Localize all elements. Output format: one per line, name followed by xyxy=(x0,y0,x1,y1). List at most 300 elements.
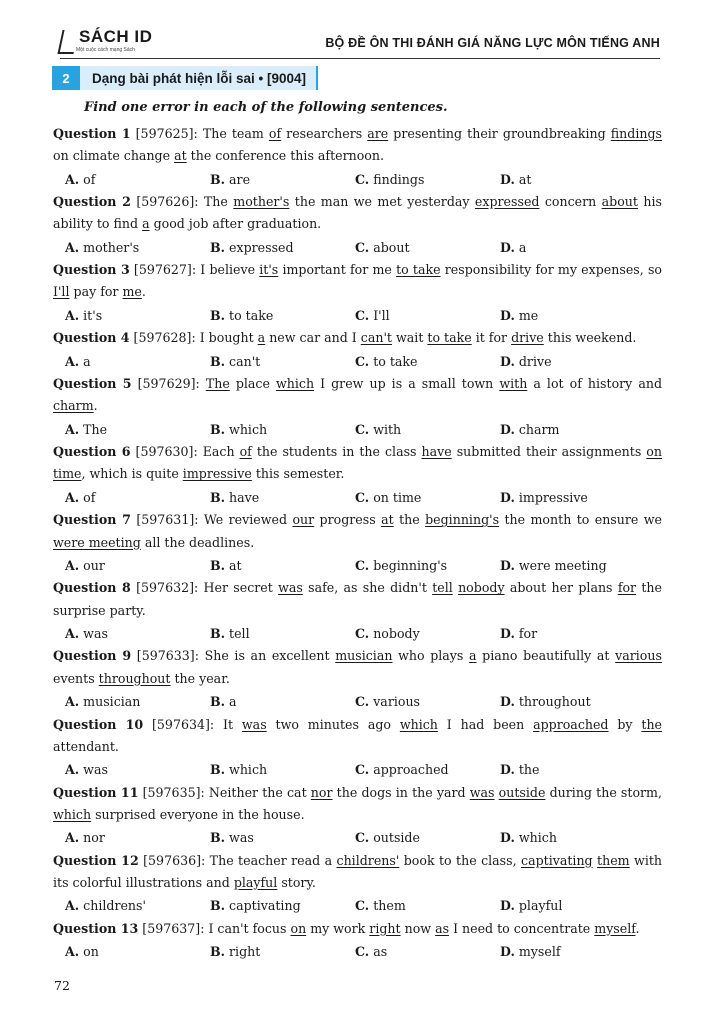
question-label: Question 13 xyxy=(53,920,139,936)
answer-option xyxy=(355,940,500,964)
answer-option xyxy=(500,690,645,714)
sentence-segment: the surprise party. xyxy=(53,580,662,618)
sentence-segment: . xyxy=(141,284,146,300)
option-text: right xyxy=(225,944,261,960)
option-text: a xyxy=(225,694,237,710)
underlined-segment: to take xyxy=(396,262,441,278)
option-text: on time xyxy=(369,489,422,505)
option-text: me xyxy=(514,307,539,323)
underlined-segment: impressive xyxy=(182,466,252,482)
sentence-segment: I grew up is a small town xyxy=(314,376,500,392)
answer-option xyxy=(355,690,500,714)
underlined-segment: at xyxy=(174,148,187,164)
sentence-segment: I had been xyxy=(437,716,534,732)
option-letter: B. xyxy=(210,944,226,960)
sentence-segment: progress xyxy=(314,512,382,528)
option-letter: A. xyxy=(65,625,80,641)
sentence-segment: it for xyxy=(471,330,512,346)
option-letter: C. xyxy=(355,421,370,437)
underlined-segment: approached xyxy=(533,716,609,732)
option-letter: D. xyxy=(500,830,515,846)
option-letter: A. xyxy=(65,557,80,573)
question-text xyxy=(53,714,662,759)
underlined-segment: me xyxy=(122,284,142,300)
question-text xyxy=(53,123,662,168)
answer-option xyxy=(65,940,210,964)
answer-option xyxy=(355,236,500,260)
sentence-segment: two minutes ago xyxy=(266,716,400,732)
sentence-segment: surprised everyone in the house. xyxy=(91,806,305,822)
answer-option xyxy=(500,418,645,442)
answer-options xyxy=(53,622,662,646)
header-divider xyxy=(60,58,660,59)
question-text xyxy=(53,509,662,554)
question-label: Question 7 xyxy=(53,512,131,528)
underlined-segment: at xyxy=(381,512,394,528)
option-letter: C. xyxy=(355,239,370,255)
option-text: as xyxy=(369,944,388,960)
option-text: with xyxy=(369,421,402,437)
answer-option xyxy=(355,622,500,646)
option-letter: A. xyxy=(65,694,80,710)
option-text: are xyxy=(225,171,251,187)
sentence-segment: concern xyxy=(539,194,602,210)
header-title: BỘ ĐỀ ÔN THI ĐÁNH GIÁ NĂNG LỰC MÔN TIẾNG ANH xyxy=(325,36,660,50)
answer-option xyxy=(65,894,210,918)
option-letter: C. xyxy=(355,898,370,914)
underlined-segment: charm xyxy=(53,398,94,414)
option-letter: A. xyxy=(65,944,80,960)
underlined-segment: it's xyxy=(259,262,279,278)
sentence-segment: by xyxy=(608,716,642,732)
sentence-segment: this weekend. xyxy=(543,330,637,346)
sentence-segment: . xyxy=(93,398,98,414)
answer-option xyxy=(500,826,645,850)
option-letter: C. xyxy=(355,625,370,641)
sentence-segment: [597637]: I can't focus xyxy=(138,920,291,936)
question-label: Question 2 xyxy=(53,194,131,210)
option-text: various xyxy=(369,694,421,710)
underlined-segment: drive xyxy=(511,330,544,346)
option-text: tell xyxy=(225,625,250,641)
sentence-segment: the conference this afternoon. xyxy=(186,148,384,164)
answer-option xyxy=(355,894,500,918)
underlined-segment: was xyxy=(241,716,267,732)
sentence-segment: [597636]: The teacher read a xyxy=(138,852,337,868)
question-text xyxy=(53,645,662,690)
option-letter: C. xyxy=(355,171,370,187)
underlined-segment: various xyxy=(615,648,662,664)
answer-option xyxy=(65,236,210,260)
sentence-segment: important for me xyxy=(278,262,397,278)
underlined-segment: can't xyxy=(360,330,392,346)
sentence-segment: the year. xyxy=(170,670,230,686)
option-letter: C. xyxy=(355,307,370,323)
option-letter: A. xyxy=(65,830,80,846)
underlined-segment: have xyxy=(421,444,452,460)
option-text: about xyxy=(369,239,410,255)
option-letter: A. xyxy=(65,239,80,255)
answer-option xyxy=(65,350,210,374)
sentence-segment: researchers xyxy=(281,126,368,141)
option-text: childrens' xyxy=(79,898,146,914)
underlined-segment: on xyxy=(290,920,307,936)
answer-option xyxy=(210,622,355,646)
sentence-segment: [597627]: I believe xyxy=(129,262,260,278)
answer-option xyxy=(65,826,210,850)
option-letter: D. xyxy=(500,353,515,369)
underlined-segment: mother's xyxy=(233,194,290,210)
question-text xyxy=(53,373,662,418)
sentence-segment: . xyxy=(635,920,640,936)
logo-text: SÁCH ID xyxy=(79,27,153,46)
option-letter: D. xyxy=(500,694,515,710)
answer-option xyxy=(65,168,210,192)
sentence-segment: responsibility for my expenses, so xyxy=(440,262,662,278)
answer-option xyxy=(210,236,355,260)
answer-options xyxy=(53,418,662,442)
underlined-segment: which xyxy=(399,716,438,732)
sentence-segment: my work xyxy=(306,920,370,936)
answer-options xyxy=(53,894,662,918)
sentence-segment: [597633]: She is an excellent xyxy=(131,648,336,664)
option-letter: C. xyxy=(355,694,370,710)
underlined-segment: was xyxy=(278,580,303,596)
option-text: outside xyxy=(369,830,420,846)
underlined-segment: was xyxy=(469,784,495,800)
option-letter: B. xyxy=(210,762,226,778)
answer-option xyxy=(355,418,500,442)
option-text: which xyxy=(225,421,268,437)
logo-tagline: Một cuộc cách mạng Sách xyxy=(76,47,135,53)
option-text: approached xyxy=(369,762,449,778)
answer-options xyxy=(53,486,662,510)
question-label: Question 12 xyxy=(53,852,139,868)
option-letter: C. xyxy=(355,762,370,778)
option-letter: D. xyxy=(500,307,515,323)
option-letter: B. xyxy=(210,625,226,641)
option-letter: B. xyxy=(210,830,226,846)
option-text: findings xyxy=(369,171,425,187)
sentence-segment: the man we met yesterday xyxy=(289,194,475,210)
sentence-segment: new car and I xyxy=(265,330,361,346)
question-text xyxy=(53,782,662,827)
sentence-segment: during the storm, xyxy=(545,784,663,800)
underlined-segment: captivating xyxy=(521,852,593,868)
answer-option xyxy=(210,554,355,578)
underlined-segment: musician xyxy=(335,648,393,664)
answer-option xyxy=(355,350,500,374)
answer-option xyxy=(500,554,645,578)
underlined-segment: a xyxy=(142,216,150,232)
underlined-segment: beginning's xyxy=(425,512,500,528)
answer-option xyxy=(500,940,645,964)
answer-options xyxy=(53,236,662,260)
option-text: which xyxy=(225,762,268,778)
option-letter: D. xyxy=(500,489,515,505)
sentence-segment: pay for xyxy=(69,284,123,300)
instruction: Find one error in each of the following sentences. xyxy=(84,100,448,115)
sentence-segment: [597626]: The xyxy=(130,194,234,210)
answer-options xyxy=(53,826,662,850)
underlined-segment: on time xyxy=(53,444,662,482)
answer-option xyxy=(500,236,645,260)
option-text: captivating xyxy=(225,898,301,914)
underlined-segment: of xyxy=(268,126,282,141)
answer-option xyxy=(65,690,210,714)
option-letter: A. xyxy=(65,171,80,187)
sentence-segment: story. xyxy=(277,875,316,891)
option-letter: C. xyxy=(355,489,370,505)
answer-option xyxy=(65,304,210,328)
underlined-segment: which xyxy=(275,376,315,392)
answer-option xyxy=(355,304,500,328)
option-text: for xyxy=(514,625,538,641)
option-letter: A. xyxy=(65,421,80,437)
sentence-segment: [597629]: xyxy=(131,376,206,392)
answer-option xyxy=(500,758,645,782)
sentence-segment: on climate change xyxy=(53,148,175,164)
sentence-segment: wait xyxy=(392,330,428,346)
underlined-segment: findings xyxy=(610,126,662,141)
option-letter: A. xyxy=(65,898,80,914)
question-text xyxy=(53,191,662,236)
option-letter: A. xyxy=(65,762,80,778)
option-letter: B. xyxy=(210,489,226,505)
option-letter: D. xyxy=(500,898,515,914)
option-letter: D. xyxy=(500,762,515,778)
answer-option xyxy=(210,940,355,964)
answer-options xyxy=(53,168,662,192)
option-text: of xyxy=(79,171,96,187)
underlined-segment: them xyxy=(597,852,630,868)
option-text: at xyxy=(514,171,532,187)
underlined-segment: nobody xyxy=(458,580,505,596)
option-letter: C. xyxy=(355,830,370,846)
option-letter: B. xyxy=(210,307,226,323)
page-number: 72 xyxy=(54,978,70,993)
option-letter: D. xyxy=(500,421,515,437)
sentence-segment: I need to concentrate xyxy=(449,920,595,936)
question-text xyxy=(53,327,662,349)
option-text: nor xyxy=(79,830,105,846)
answer-options xyxy=(53,304,662,328)
underlined-segment: throughout xyxy=(98,670,171,686)
sentence-segment: [597625]: The team xyxy=(130,126,269,141)
underlined-segment: The xyxy=(205,376,230,392)
sentence-segment: his ability to find xyxy=(53,194,662,232)
underlined-segment: childrens' xyxy=(336,852,400,868)
option-letter: B. xyxy=(210,898,226,914)
question-label: Question 5 xyxy=(53,376,132,392)
question-text xyxy=(53,441,662,486)
option-text: beginning's xyxy=(369,557,448,573)
option-text: a xyxy=(514,239,527,255)
sentence-segment: who plays xyxy=(392,648,470,664)
option-letter: C. xyxy=(355,944,370,960)
underlined-segment: are xyxy=(367,126,389,141)
sentence-segment: submitted their assignments xyxy=(451,444,647,460)
underlined-segment: which xyxy=(53,806,92,822)
sentence-segment: [597632]: Her secret xyxy=(130,580,279,596)
answer-option xyxy=(355,758,500,782)
sentence-segment: place xyxy=(229,376,276,392)
question-list xyxy=(53,123,662,964)
option-text: can't xyxy=(225,353,261,369)
answer-options xyxy=(53,758,662,782)
sentence-segment: [597635]: Neither the cat xyxy=(138,784,311,800)
answer-option xyxy=(65,418,210,442)
logo xyxy=(60,28,152,58)
option-text: throughout xyxy=(514,694,591,710)
answer-option xyxy=(500,168,645,192)
answer-option xyxy=(65,554,210,578)
answer-option xyxy=(210,690,355,714)
underlined-segment: nor xyxy=(310,784,333,800)
option-text: nobody xyxy=(369,625,420,641)
underlined-segment: the xyxy=(641,716,663,732)
option-letter: A. xyxy=(65,353,80,369)
underlined-segment: tell xyxy=(432,580,453,596)
option-text: have xyxy=(225,489,260,505)
option-text: mother's xyxy=(79,239,140,255)
sentence-segment: piano beautifully at xyxy=(476,648,616,664)
option-text: charm xyxy=(514,421,560,437)
option-letter: B. xyxy=(210,353,226,369)
sentence-segment: book to the class, xyxy=(399,852,522,868)
question-label: Question 8 xyxy=(53,580,131,596)
sentence-segment: this semester. xyxy=(251,466,345,482)
answer-option xyxy=(210,418,355,442)
answer-option xyxy=(355,554,500,578)
option-text: drive xyxy=(514,353,552,369)
underlined-segment: playful xyxy=(233,875,278,891)
option-letter: D. xyxy=(500,557,515,573)
underlined-segment: outside xyxy=(498,784,546,800)
answer-option xyxy=(65,758,210,782)
section-title: Dạng bài phát hiện lỗi sai • [9004] xyxy=(80,66,318,90)
answer-options xyxy=(53,690,662,714)
underlined-segment: as xyxy=(435,920,450,936)
sentence-segment: a lot of history and xyxy=(527,376,663,392)
sentence-segment: the xyxy=(393,512,426,528)
answer-option xyxy=(500,304,645,328)
option-text: musician xyxy=(79,694,141,710)
question-text xyxy=(53,259,662,304)
option-text: it's xyxy=(79,307,103,323)
option-letter: A. xyxy=(65,489,80,505)
answer-option xyxy=(355,486,500,510)
option-letter: B. xyxy=(210,557,226,573)
sentence-segment: with its colorful illustrations and xyxy=(53,852,663,891)
option-text: on xyxy=(79,944,99,960)
option-text: to take xyxy=(225,307,274,323)
option-letter: D. xyxy=(500,625,515,641)
sentence-segment: good job after graduation. xyxy=(149,216,322,232)
section-number: 2 xyxy=(52,66,80,90)
option-text: was xyxy=(79,625,108,641)
answer-option xyxy=(355,826,500,850)
answer-option xyxy=(500,350,645,374)
option-letter: A. xyxy=(65,307,80,323)
answer-option xyxy=(210,304,355,328)
option-letter: D. xyxy=(500,171,515,187)
option-text: was xyxy=(79,762,108,778)
answer-option xyxy=(210,486,355,510)
option-letter: D. xyxy=(500,239,515,255)
answer-option xyxy=(210,168,355,192)
option-text: them xyxy=(369,898,406,914)
answer-option xyxy=(500,486,645,510)
option-letter: C. xyxy=(355,353,370,369)
question-label: Question 4 xyxy=(53,330,130,346)
answer-options xyxy=(53,940,662,964)
sentence-segment: the dogs in the yard xyxy=(332,784,470,800)
option-text: which xyxy=(514,830,557,846)
question-label: Question 10 xyxy=(53,716,144,732)
sentence-segment: events xyxy=(53,670,99,686)
answer-options xyxy=(53,350,662,374)
underlined-segment: were meeting xyxy=(53,534,141,550)
sentence-segment: now xyxy=(400,920,436,936)
answer-option xyxy=(210,894,355,918)
page-header xyxy=(60,28,660,58)
sentence-segment: , which is quite xyxy=(81,466,183,482)
option-letter: D. xyxy=(500,944,515,960)
underlined-segment: expressed xyxy=(474,194,540,210)
underlined-segment: of xyxy=(239,444,252,460)
section-heading xyxy=(52,66,318,90)
underlined-segment: with xyxy=(499,376,528,392)
option-text: The xyxy=(79,421,108,437)
question-label: Question 6 xyxy=(53,444,131,460)
answer-option xyxy=(65,622,210,646)
sentence-segment: safe, as she didn't xyxy=(302,580,433,596)
answer-option xyxy=(355,168,500,192)
sentence-segment: [597631]: We reviewed xyxy=(130,512,293,528)
option-text: were meeting xyxy=(514,557,607,573)
option-letter: B. xyxy=(210,694,226,710)
option-text: expressed xyxy=(225,239,294,255)
answer-options xyxy=(53,554,662,578)
sentence-segment: [597628]: I bought xyxy=(129,330,258,346)
answer-option xyxy=(210,350,355,374)
question-label: Question 11 xyxy=(53,784,139,800)
sentence-segment: the month to ensure we xyxy=(499,512,662,528)
underlined-segment: for xyxy=(617,580,637,596)
sentence-segment: the students in the class xyxy=(251,444,422,460)
answer-option xyxy=(65,486,210,510)
answer-option xyxy=(210,826,355,850)
underlined-segment: a xyxy=(469,648,477,664)
option-text: of xyxy=(79,489,96,505)
option-letter: B. xyxy=(210,171,226,187)
answer-option xyxy=(210,758,355,782)
question-label: Question 1 xyxy=(53,126,131,141)
sentence-segment: attendant. xyxy=(53,738,119,754)
underlined-segment: to take xyxy=(427,330,472,346)
option-text: impressive xyxy=(514,489,588,505)
sentence-segment: all the deadlines. xyxy=(140,534,255,550)
underlined-segment: right xyxy=(369,920,401,936)
sentence-segment: presenting their groundbreaking xyxy=(388,126,611,141)
question-label: Question 3 xyxy=(53,262,130,278)
answer-option xyxy=(500,622,645,646)
underlined-segment: our xyxy=(292,512,315,528)
option-text: I'll xyxy=(369,307,390,323)
option-text: at xyxy=(225,557,242,573)
option-text: playful xyxy=(514,898,563,914)
